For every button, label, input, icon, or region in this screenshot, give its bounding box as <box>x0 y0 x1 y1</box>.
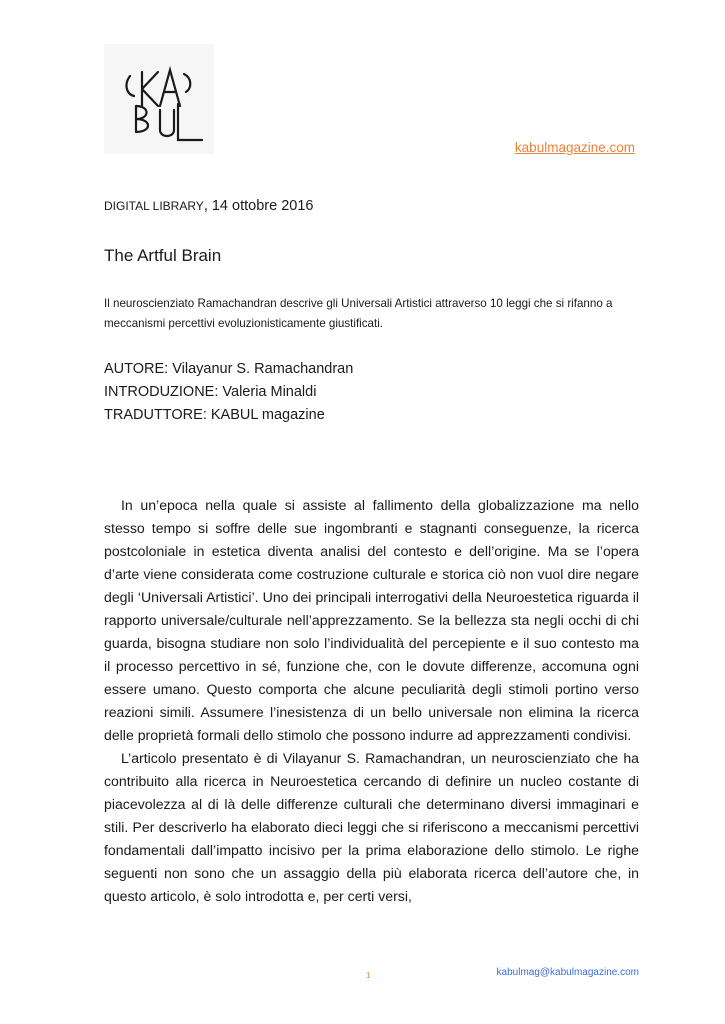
article-title: The Artful Brain <box>104 246 222 265</box>
article-date: , 14 ottobre 2016 <box>203 198 314 214</box>
section-label: DIGITAL LIBRARY <box>104 199 204 213</box>
page-number: 1 <box>366 971 371 980</box>
site-link[interactable]: kabulmagazine.com <box>514 140 635 155</box>
kabul-logo-icon <box>104 44 214 154</box>
article-abstract: Il neuroscienziato Ramachandran descrive gli Universali Artistici attraverso 10 leggi che si rifanno a meccanismi percettivi evoluzionisticamente giustificati. <box>104 297 613 330</box>
credit-introduction: INTRODUZIONE: Valeria Minaldi <box>104 384 317 400</box>
credits <box>104 358 644 427</box>
credit-translator: TRADUTTORE: KABUL magazine <box>104 407 325 423</box>
body-paragraph: L’articolo presentato è di Vilayanur S. Ramachandran, un neuroscienziato che ha contribuito alla ricerca in Neuroestetica cercando di definire un nucleo costante di piacevolezza al di là delle differenze culturali che determinano diversi immaginari e stili. Per descriverlo ha elaborato dieci leggi che si riferiscono a meccanismi percettivi fondamentali dall’impatto incisivo per la prima elaborazione dello stimolo. Le righe seguenti non sono che un assaggio della più elaborata ricerca dell’autore che, in questo articolo, è solo introdotta e, per certi versi, <box>104 750 639 904</box>
footer-email-link[interactable]: kabulmag@kabulmagazine.com <box>496 967 639 978</box>
kabul-logo <box>104 44 214 154</box>
body-paragraph: In un’epoca nella quale si assiste al fallimento della globalizzazione ma nello stesso tempo si soffre delle sue ingombranti e stagnanti conseguenze, la ricerca postcoloniale in estetica diventa analisi del contesto e dell’origine. Ma se l’opera d’arte viene considerata come costruzione culturale e storica ciò non vuol dire negare degli ‘Universali Artistici’. Uno dei principali interrogativi della Neuroestetica riguarda il rapporto universale/culturale nell’apprezzamento. Se la bellezza sta negli occhi di chi guarda, bisogna studiare non solo l’individualità del percepiente e il suo contesto ma il processo percettivo in sé, funzione che, con le dovute differenze, accomuna ogni essere umano. Questo comporta che alcune peculiarità degli stimoli portino verso reazioni simili. Assumere l’inesistenza di un bello universale non elimina la ricerca delle proprietà formali dello stimolo che possono indurre ad apprezzamenti condivisi. <box>104 497 639 743</box>
credit-author: AUTORE: Vilayanur S. Ramachandran <box>104 361 354 377</box>
dateline <box>104 198 313 214</box>
article-body <box>104 494 639 908</box>
